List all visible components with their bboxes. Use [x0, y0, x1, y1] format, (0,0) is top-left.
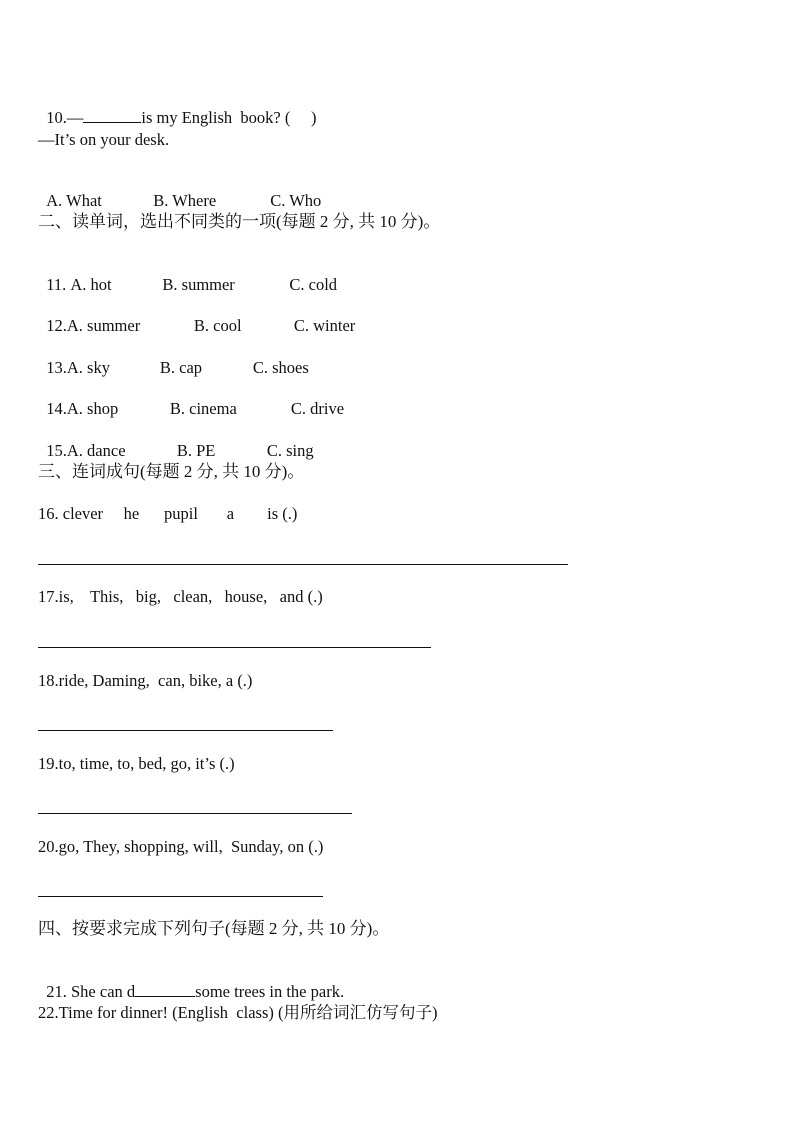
question-text: is my English book? ( ) — [141, 108, 317, 127]
question-number: 12. — [46, 316, 67, 335]
dash: — — [66, 108, 84, 127]
option-b: B. PE — [176, 441, 216, 460]
option-c: C. shoes — [252, 358, 309, 377]
option-c: C. winter — [293, 316, 356, 335]
question-20: 20.go, They, shopping, will, Sunday, on (.) — [38, 837, 324, 856]
option-a: A. summer — [66, 316, 141, 335]
question-10 — [38, 88, 316, 128]
option-a: A. hot — [70, 275, 112, 294]
question-number: 11. — [46, 275, 71, 294]
option-a: A. What — [46, 191, 102, 210]
section-3-title: 三、连词成句(每题 2 分, 共 10 分)。 — [38, 462, 305, 481]
option-c: C. drive — [290, 399, 345, 418]
option-b: B. cool — [193, 316, 242, 335]
question-number: 13. — [46, 358, 67, 377]
option-b: B. cap — [159, 358, 203, 377]
answer-blank[interactable] — [83, 108, 141, 123]
question-10-options — [38, 171, 321, 211]
question-13 — [38, 338, 309, 378]
option-a: A. dance — [66, 441, 126, 460]
option-a: A. sky — [66, 358, 110, 377]
question-text: 21. She can d — [46, 982, 136, 1001]
question-text: some trees in the park. — [195, 982, 345, 1001]
answer-line[interactable] — [38, 564, 568, 565]
option-b: B. summer — [162, 275, 235, 294]
option-c: C. sing — [266, 441, 314, 460]
question-number: 14. — [46, 399, 67, 418]
answer-line[interactable] — [38, 813, 352, 814]
question-15 — [38, 421, 314, 461]
option-a: A. shop — [66, 399, 119, 418]
question-11 — [38, 255, 337, 295]
section-2-title: 二、读单词，选出不同类的一项(每题 2 分, 共 10 分)。 — [38, 212, 441, 231]
option-b: B. cinema — [169, 399, 237, 418]
answer-line[interactable] — [38, 730, 333, 731]
question-12 — [38, 296, 355, 336]
question-10-answer: —It’s on your desk. — [38, 130, 170, 149]
question-18: 18.ride, Daming, can, bike, a (.) — [38, 671, 253, 690]
answer-line[interactable] — [38, 896, 323, 897]
question-number: 10. — [46, 108, 67, 127]
option-c: C. Who — [270, 191, 322, 210]
question-14 — [38, 379, 344, 419]
answer-blank[interactable] — [135, 982, 195, 997]
question-16: 16. clever he pupil a is (.) — [38, 504, 298, 523]
option-b: B. Where — [153, 191, 217, 210]
question-number: 15. — [46, 441, 67, 460]
answer-line[interactable] — [38, 647, 431, 648]
question-19: 19.to, time, to, bed, go, it’s (.) — [38, 754, 235, 773]
section-4-title: 四、按要求完成下列句子(每题 2 分, 共 10 分)。 — [38, 919, 390, 938]
question-17: 17.is, This, big, clean, house, and (.) — [38, 587, 323, 606]
question-21 — [38, 962, 344, 1002]
option-c: C. cold — [289, 275, 338, 294]
question-22: 22.Time for dinner! (English class) (用所给词汇仿写句子) — [38, 1003, 438, 1022]
